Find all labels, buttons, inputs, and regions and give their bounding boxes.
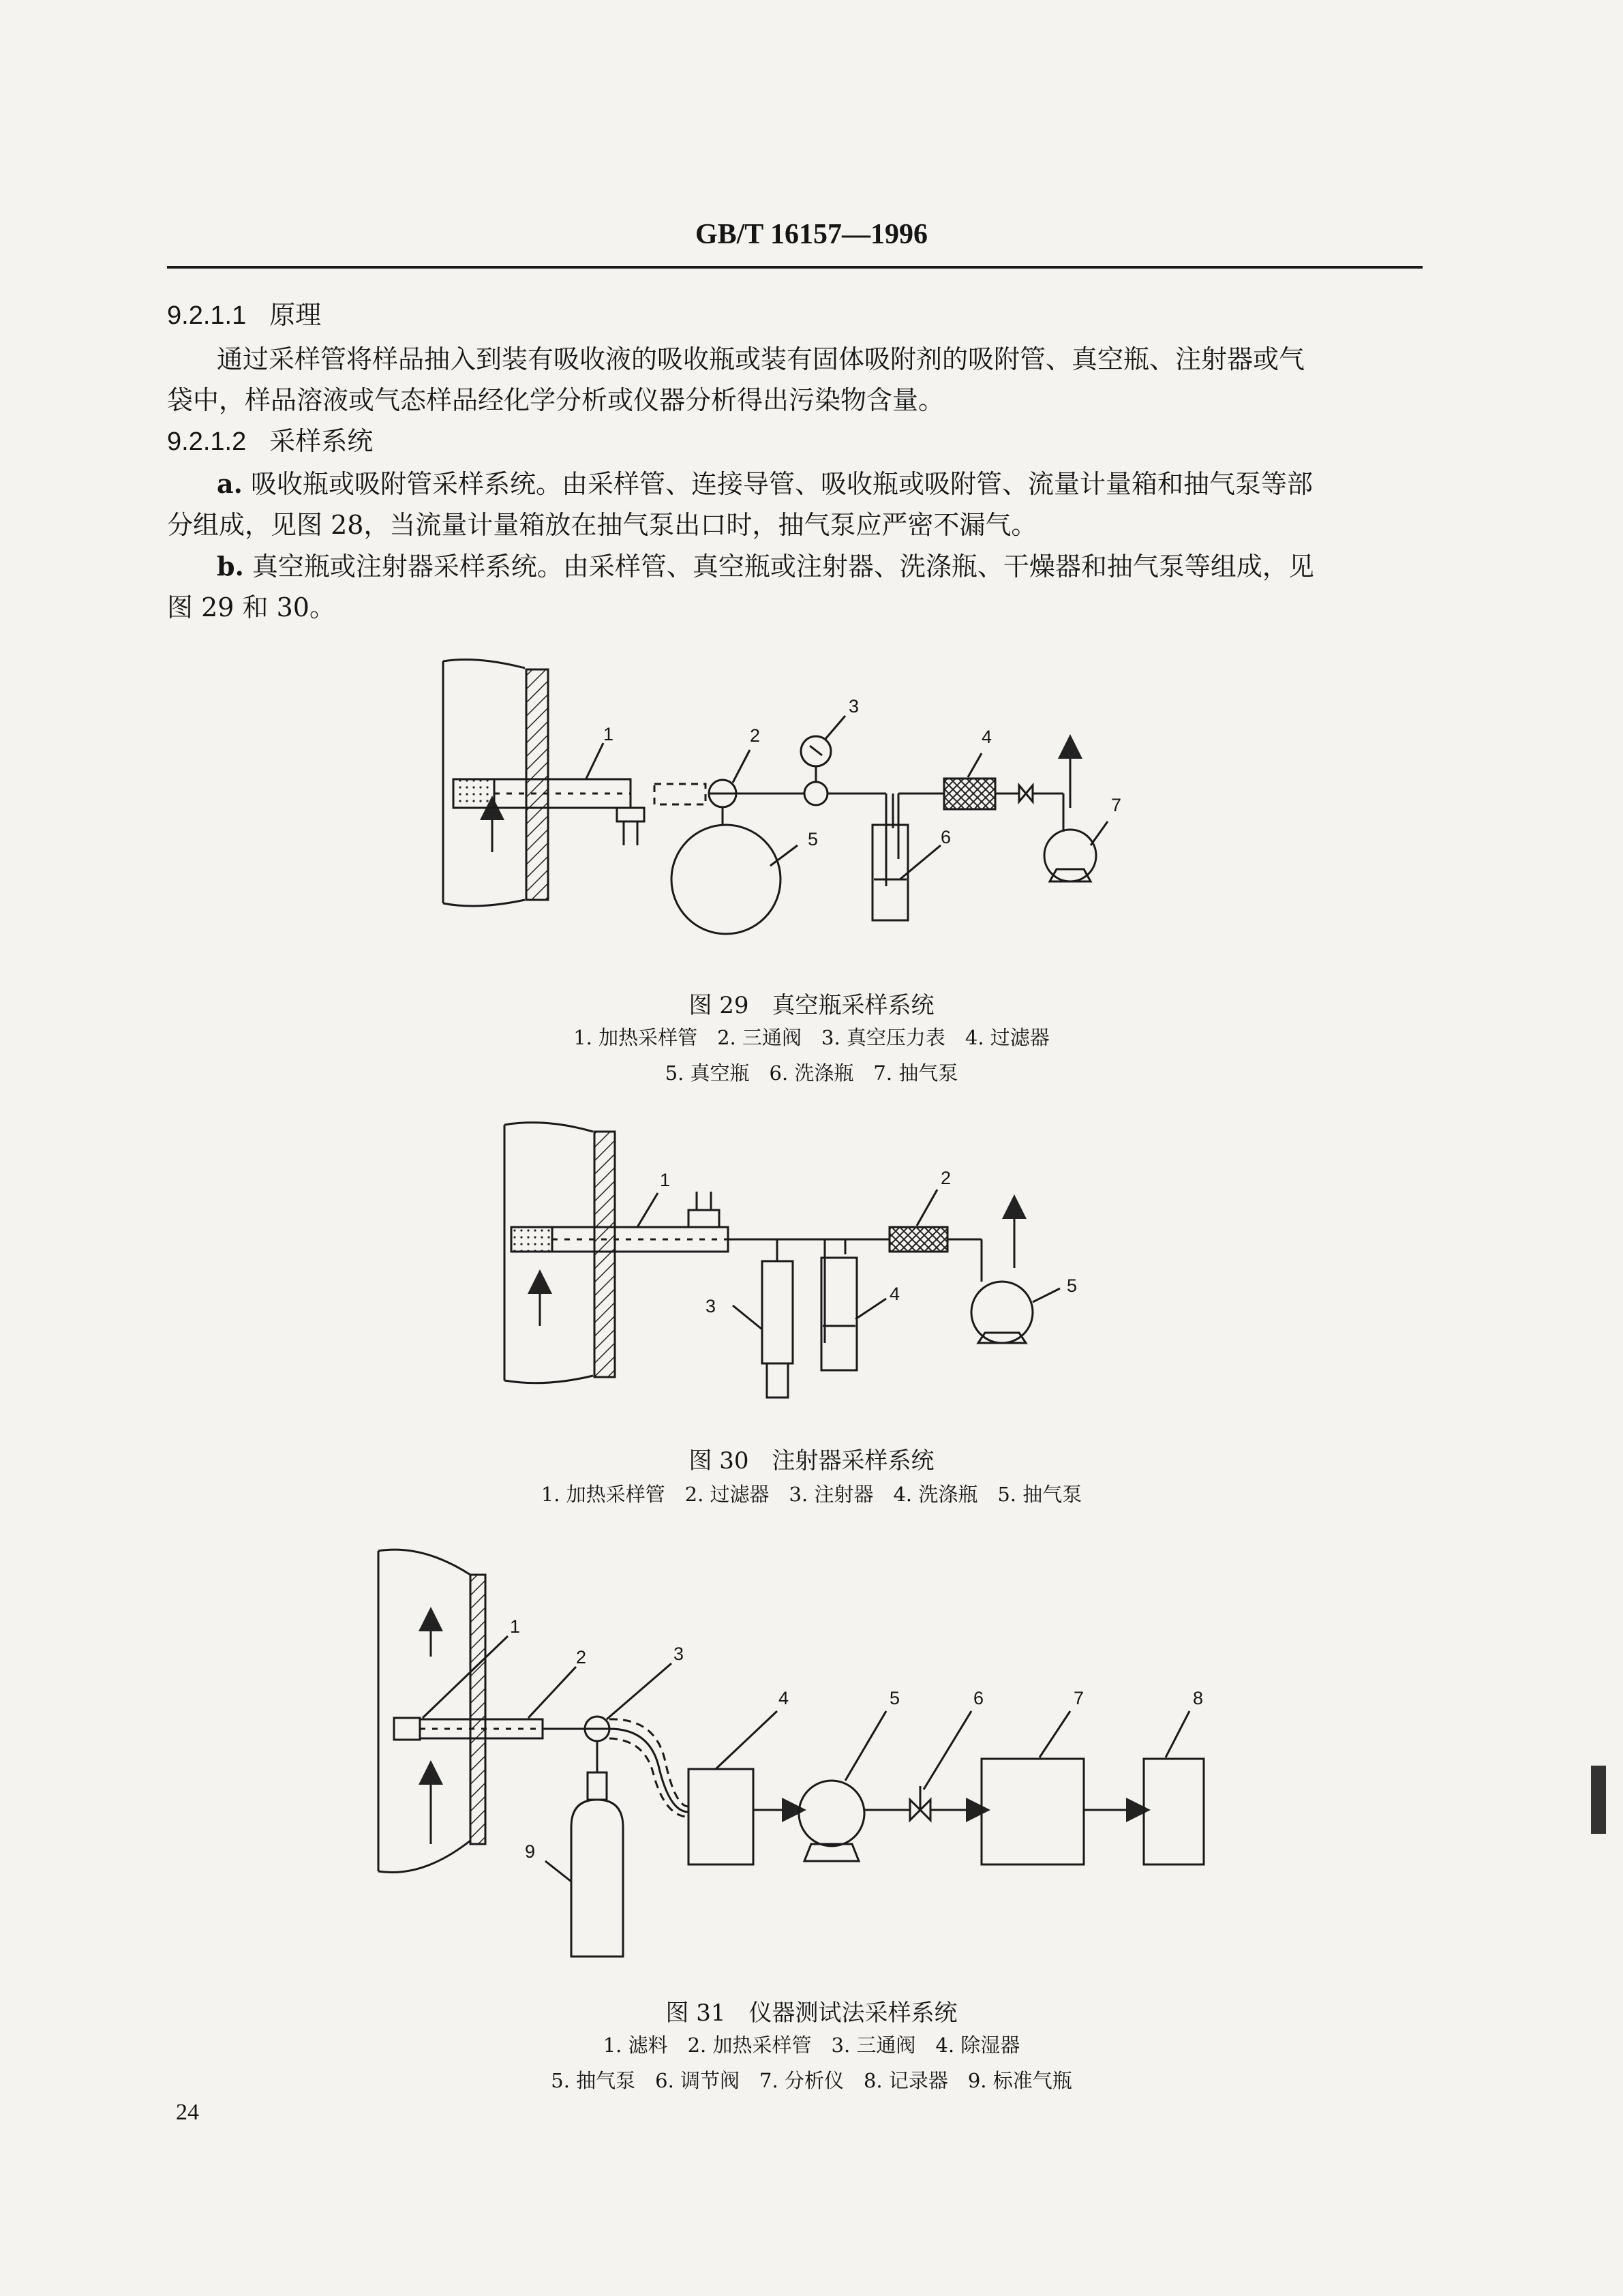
figure-29-legend-line: 5. 真空瓶 6. 洗涤瓶 7. 抽气泵 [665,1061,958,1085]
standard-gas-cylinder [571,1800,623,1957]
callout-4: 4 [890,1284,900,1304]
list-marker: b. [217,551,244,581]
analyzer [982,1759,1084,1864]
list-marker: a. [217,468,243,499]
callout-6: 6 [973,1688,984,1708]
callout-3: 3 [673,1644,684,1664]
duct-wall [470,1575,485,1844]
suction-pump [799,1781,864,1846]
callout-2: 2 [750,725,761,746]
callout-3: 3 [849,696,860,716]
paragraph-line: 通过采样管将样品抽入到装有吸收液的吸收瓶或装有固体吸附剂的吸附管、真空瓶、注射器或气 [217,344,1305,374]
list-item-line: 图 29 和 30。 [167,592,335,622]
callout-5: 5 [890,1688,900,1708]
list-item-line: 真空瓶或注射器采样系统。由采样管、真空瓶或注射器、洗涤瓶、干燥器和抽气泵等组成，见 [252,552,1314,581]
filter-media [394,1718,420,1740]
callout-1: 1 [510,1616,521,1637]
recorder [1144,1759,1204,1864]
callout-8: 8 [1193,1688,1204,1708]
callout-6: 6 [941,827,952,847]
list-item-line: 吸收瓶或吸附管采样系统。由采样管、连接导管、吸收瓶或吸附管、流量计量箱和抽气泵等部 [250,469,1313,499]
standard-code-header: GB/T 16157—1996 [695,219,928,250]
figure-31-title: 图 31 仪器测试法采样系统 [665,1999,958,2027]
figure-31-legend-line: 1. 滤料 2. 加热采样管 3. 三通阀 4. 除湿器 [603,2034,1020,2057]
heated-line [609,1719,688,1807]
callout-4: 4 [778,1688,789,1708]
callout-2: 2 [576,1647,587,1667]
callout-3: 3 [706,1296,716,1316]
dehumidifier [688,1769,753,1864]
figure-30-legend-line: 1. 加热采样管 2. 过滤器 3. 注射器 4. 洗涤瓶 5. 抽气泵 [541,1483,1082,1506]
figure-29-title: 图 29 真空瓶采样系统 [688,992,935,1019]
callout-5: 5 [808,829,819,849]
section-title: 采样系统 [269,426,374,456]
list-item-line: 分组成，见图 28，当流量计量箱放在抽气泵出口时，抽气泵应严密不漏气。 [167,510,1037,540]
page-number: 24 [176,2100,199,2125]
section-number: 9.2.1.2 [167,427,247,456]
figure-30-title: 图 30 注射器采样系统 [688,1447,935,1475]
section-number: 9.2.1.1 [167,301,247,330]
callout-7: 7 [1111,795,1122,815]
callout-5: 5 [1067,1275,1078,1296]
callout-4: 4 [982,727,992,747]
callout-2: 2 [941,1168,952,1188]
figure-29-legend-line: 1. 加热采样管 2. 三通阀 3. 真空压力表 4. 过滤器 [573,1026,1050,1049]
section-title: 原理 [269,300,322,330]
callout-7: 7 [1074,1688,1084,1708]
figure-31-legend-line: 5. 抽气泵 6. 调节阀 7. 分析仪 8. 记录器 9. 标准气瓶 [551,2069,1072,2092]
paragraph-line: 袋中，样品溶液或气态样品经化学分析或仪器分析得出污染物含量。 [167,385,945,415]
scan-edge-mark [1591,1766,1606,1834]
callout-1: 1 [660,1170,671,1190]
callout-9: 9 [525,1841,536,1862]
callout-1: 1 [603,724,614,744]
